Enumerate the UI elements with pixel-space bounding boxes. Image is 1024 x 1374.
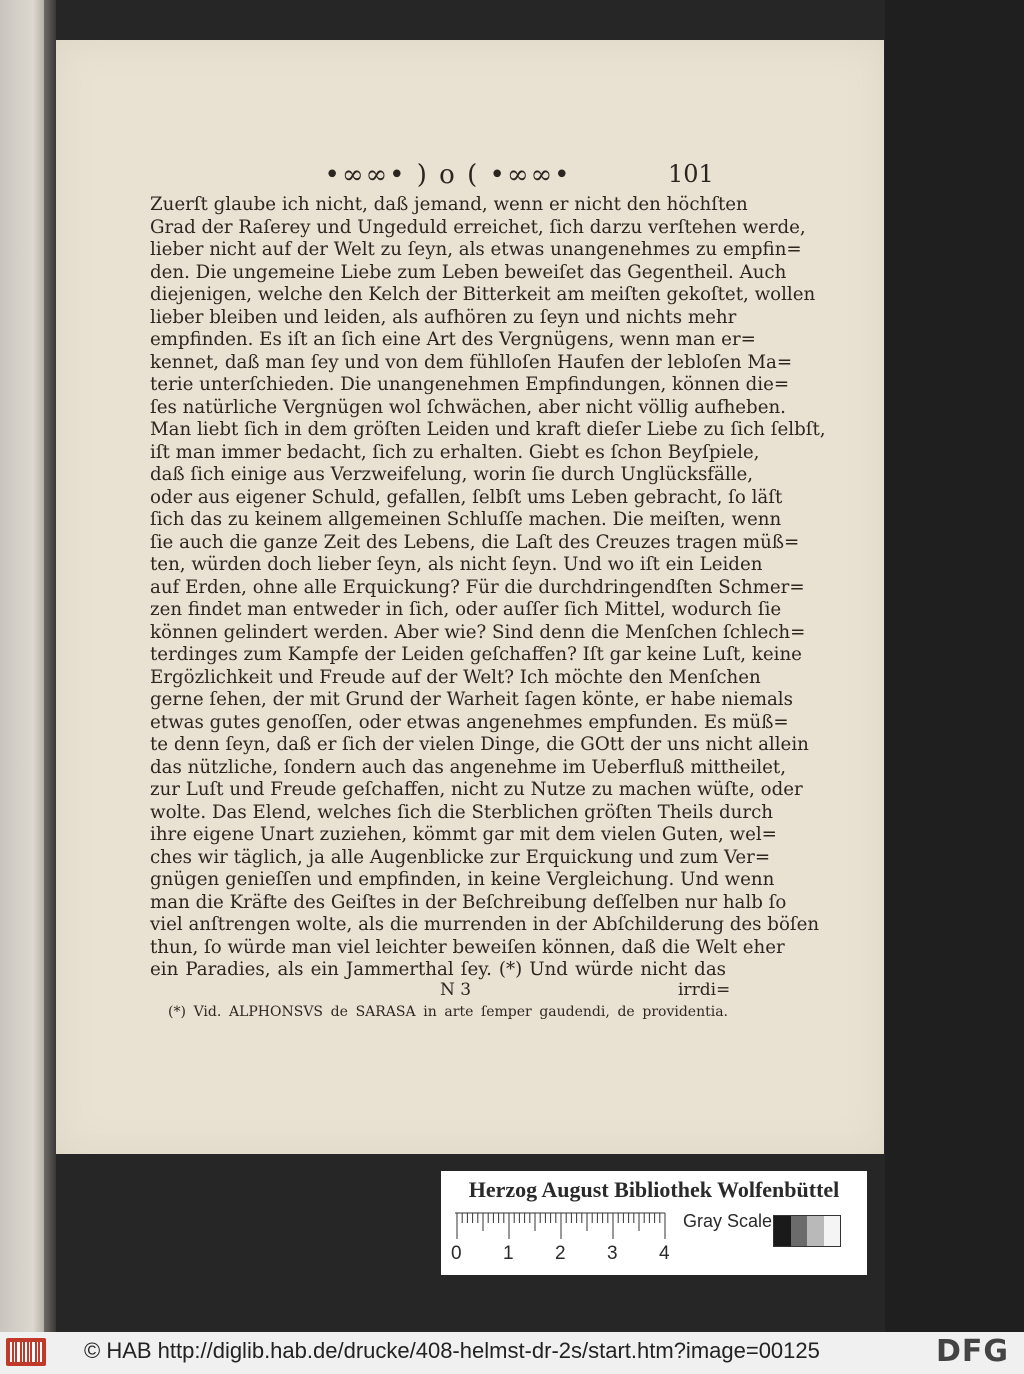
- text-line: gerne ſehen, der mit Grund der Warheit ſagen könte, er habe niemals: [150, 689, 793, 710]
- header-ornament: •∞∞• ) o ( •∞∞•: [324, 160, 572, 190]
- text-line: können gelindert werden. Aber wie? Sind denn die Menſchen ſchlech=: [150, 621, 806, 643]
- barcode-icon: [6, 1338, 46, 1366]
- body-text: [150, 194, 826, 982]
- text-line: ten, würden doch lieber ſeyn, als nicht ſeyn. Und wo iſt ein Leiden: [150, 554, 763, 575]
- ruler-label: 0: [451, 1243, 462, 1264]
- gray-patch: [807, 1216, 824, 1246]
- gray-scale-label: Gray Scale: [683, 1211, 773, 1231]
- text-line: den. Die ungemeine Liebe zum Leben beweiſet das Gegentheil. Auch: [150, 261, 787, 283]
- viewer-footer: [0, 1332, 1024, 1374]
- text-line: terdinges zum Kampfe der Leiden geſchaffen? Iſt gar keine Luſt, keine: [150, 644, 802, 665]
- text-line: thun, ſo würde man viel leichter beweiſen können, daß die Welt eher: [150, 936, 785, 958]
- text-line: zur Luſt und Freude geſchaffen, nicht zu Nutze zu machen wüſte, oder: [150, 779, 803, 800]
- library-title: Herzog August Bibliothek Wolfenbüttel: [468, 1177, 840, 1202]
- text-line: ein Paradies, als ein Jammerthal ſey. (*) Und würde nicht das: [150, 959, 726, 980]
- catchword: irrdi=: [678, 980, 731, 1000]
- dfg-logo: DFG: [936, 1334, 1010, 1369]
- gray-patch: [791, 1216, 808, 1246]
- text-line: Ergözlichkeit und Freude auf der Welt? Ich möchte den Menſchen: [150, 666, 761, 688]
- footnote: (*) Vid. ALPHONSVS de SARASA in arte ſemper gaudendi, de providentia.: [168, 1004, 728, 1020]
- scan-background: [885, 0, 1024, 1332]
- text-line: man die Kräfte des Geiſtes in der Beſchreibung deſſelben nur halb ſo: [150, 891, 787, 913]
- text-line: ſie auch die ganze Zeit des Lebens, die Laſt des Creuzes tragen müß=: [150, 531, 800, 553]
- ruler-label: 2: [555, 1243, 566, 1264]
- text-line: lieber nicht auf der Welt zu ſeyn, als etwas unangenehmes zu empfin=: [150, 239, 802, 260]
- ruler-label: 3: [607, 1243, 618, 1264]
- ruler-labels: [451, 1243, 671, 1267]
- page-number: 101: [668, 160, 714, 188]
- text-line: das nützliche, ſondern auch das angenehme im Ueberfluß mittheilet,: [150, 756, 787, 778]
- text-line: Zuerſt glaube ich nicht, daß jemand, wenn er nicht den höchſten: [150, 194, 748, 215]
- gray-patch: [774, 1216, 791, 1246]
- text-line: zen findet man entweder in ſich, oder auſſer ſich Mittel, wodurch ſie: [150, 599, 782, 620]
- gray-patch: [824, 1216, 841, 1246]
- text-line: iſt man immer bedacht, ſich zu erhalten. Giebt es ſchon Beyſpiele,: [150, 441, 760, 463]
- text-line: wolte. Das Elend, welches ſich die Sterblichen gröſten Theils durch: [150, 801, 773, 823]
- page-header: [56, 152, 884, 192]
- text-line: lieber bleiben und leiden, als aufhören zu ſeyn und nichts mehr: [150, 306, 737, 328]
- text-line: gnügen genieſſen und empfinden, in keine Vergleichung. Und wenn: [150, 869, 775, 890]
- text-line: Man liebt ſich in dem gröſten Leiden und kraft dieſer Liebe zu ſich ſelbſt,: [150, 419, 826, 440]
- ruler-label: 1: [503, 1243, 514, 1264]
- book-page: [56, 40, 884, 1154]
- text-line: Grad der Raſerey und Ungeduld erreichet, ſich darzu verſtehen werde,: [150, 216, 806, 238]
- gray-scale-patches: [773, 1215, 841, 1247]
- text-line: etwas gutes genoſſen, oder etwas angenehmes empfunden. Es müß=: [150, 711, 789, 733]
- text-line: ihre eigene Unart zuziehen, kömmt gar mit dem vielen Guten, wel=: [150, 824, 777, 845]
- text-line: oder aus eigener Schuld, gefallen, ſelbſt ums Leben gebracht, ſo läſt: [150, 486, 783, 508]
- text-line: ches wir täglich, ja alle Augenblicke zur Erquickung und zum Ver=: [150, 846, 771, 868]
- book-gutter: [44, 0, 56, 1332]
- text-line: viel anſtrengen wolte, als die murrenden in der Abſchilderung des böſen: [150, 914, 820, 935]
- text-line: kennet, daß man ſey und von dem fühlloſen Haufen der lebloſen Ma=: [150, 351, 793, 373]
- copyright-url-link[interactable]: © HAB http://diglib.hab.de/drucke/408-helmst-dr-2s/start.htm?image=00125: [84, 1338, 820, 1363]
- text-line: te denn ſeyn, daß er ſich der vielen Dinge, die GOtt der uns nicht allein: [150, 734, 809, 755]
- ruler-icon: [455, 1211, 665, 1241]
- text-line: ſes natürliche Vergnügen wol ſchwächen, aber nicht völlig aufheben.: [150, 396, 786, 418]
- signature-mark: N 3: [440, 980, 472, 1000]
- ruler-label: 4: [659, 1243, 670, 1264]
- text-line: auf Erden, ohne alle Erquickung? Für die durchdringendſten Schmer=: [150, 576, 805, 598]
- text-line: daß ſich einige aus Verzweifelung, worin ſie durch Unglücksfälle,: [150, 464, 754, 485]
- color-target: [441, 1171, 867, 1275]
- text-line: ſich das zu keinem allgemeinen Schluſſe machen. Die meiſten, wenn: [150, 509, 782, 530]
- text-line: empfinden. Es iſt an ſich eine Art des Vergnügens, wenn man er=: [150, 329, 756, 350]
- text-line: terie unterſchieden. Die unangenehmen Empfindungen, können die=: [150, 374, 790, 395]
- text-line: diejenigen, welche den Kelch der Bitterkeit am meiſten gekoſtet, wollen: [150, 284, 816, 305]
